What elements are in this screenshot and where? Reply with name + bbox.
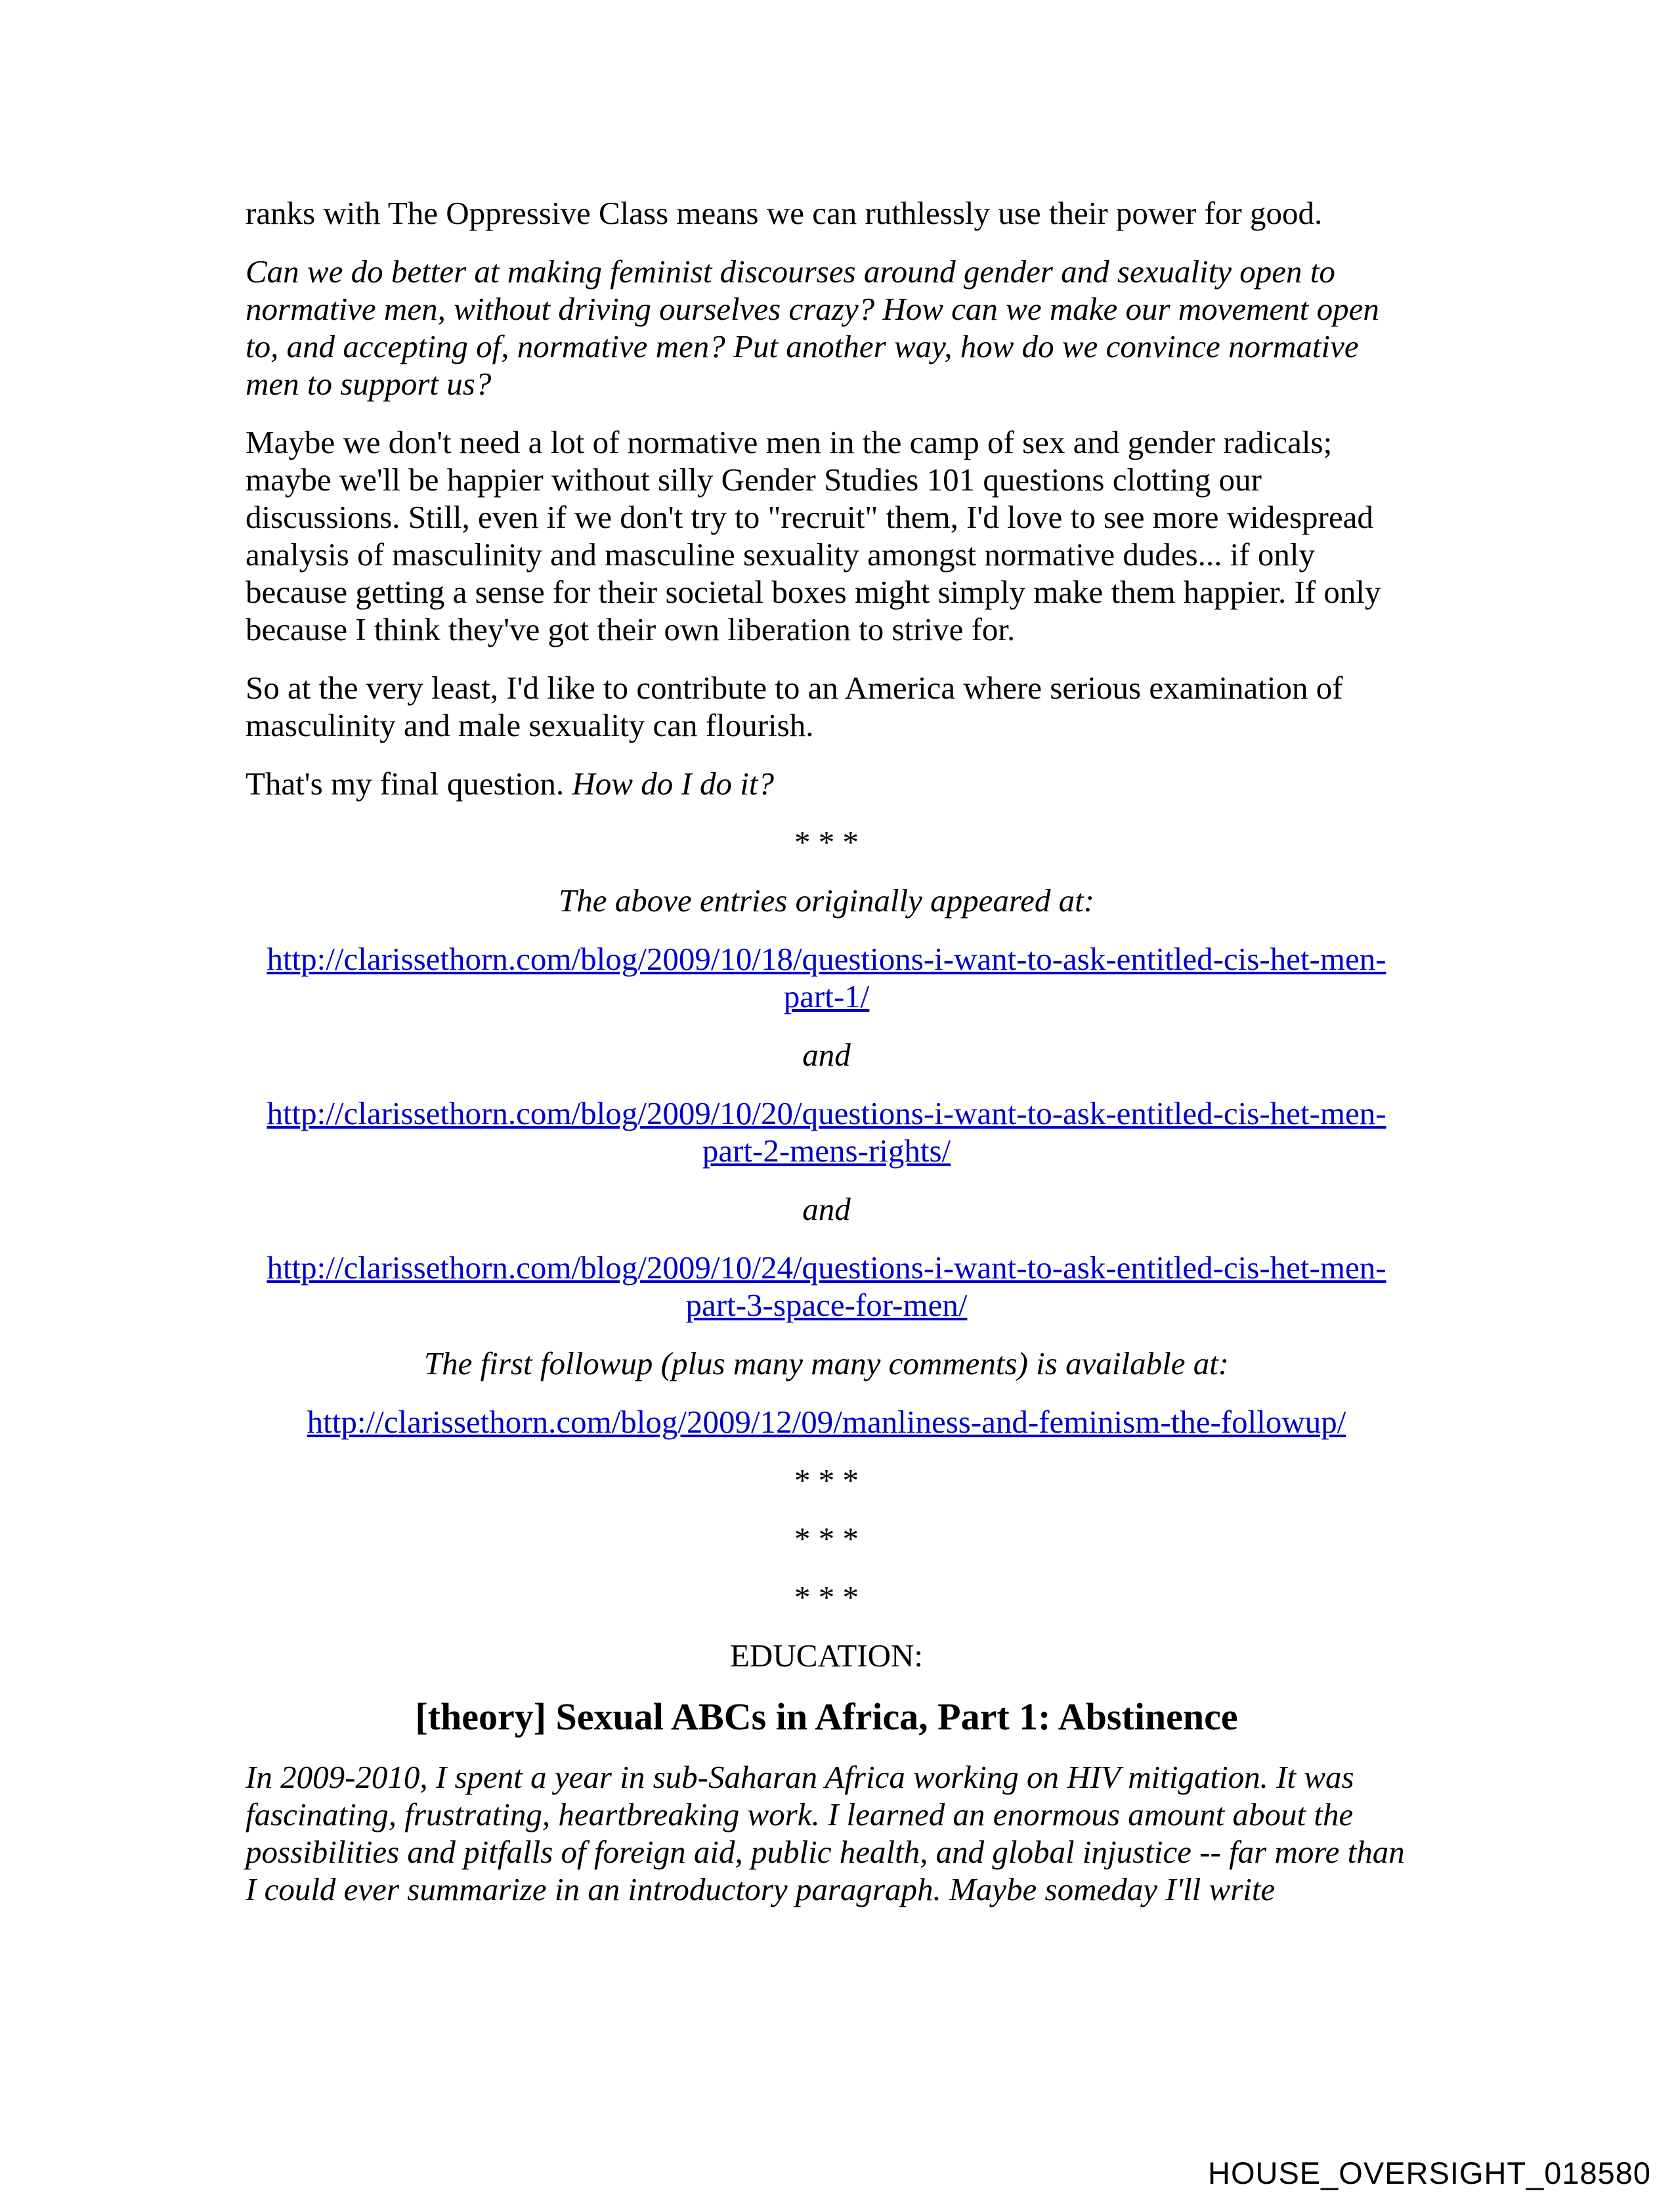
source-link-3-line-1[interactable]: http://clarissethorn.com/blog/2009/10/24/questions-i-want-to-ask-entitled-cis-het-men-	[267, 1249, 1386, 1286]
paragraph-3: Maybe we don't need a lot of normative men in the camp of sex and gender radicals; maybe we'll be happier without silly Gender Studies 101 questions clotting our discussions. Still, even if we don't try to "recruit" them, I'd love to see more widespread analysis of masculinity and masculine sexuality amongst normative dudes... if only because getting a sense for their societal boxes might simply make them happier. If only because I think they've got their own liberation to strive for.	[246, 424, 1381, 647]
paragraph-5	[246, 765, 1407, 802]
paragraph-4: So at the very least, I'd like to contribute to an America where serious examination of masculinity and male sexuality can flourish.	[246, 670, 1343, 743]
followup-intro: The first followup (plus many many comments) is available at:	[423, 1345, 1230, 1381]
source-link-2-line-1[interactable]: http://clarissethorn.com/blog/2009/10/20/questions-i-want-to-ask-entitled-cis-het-men-	[267, 1095, 1386, 1131]
source-link-1	[246, 940, 1407, 1015]
followup-link[interactable]: http://clarissethorn.com/blog/2009/12/09/manliness-and-feminism-the-followup/	[307, 1404, 1346, 1440]
followup-link-line	[246, 1403, 1407, 1441]
and-connector-2: and	[802, 1191, 851, 1227]
source-link-2	[246, 1095, 1407, 1169]
section-label: EDUCATION:	[730, 1637, 923, 1674]
document-page	[246, 194, 1407, 1929]
intro-paragraph: In 2009-2010, I spent a year in sub-Saharan Africa working on HIV mitigation. It was fascinating, frustrating, heartbreaking work. I learned an enormous amount about the possibilities and pitfalls of foreign aid, public health, and global injustice -- far more than I could ever summarize in an introductory paragraph. Maybe someday I'll write	[246, 1759, 1405, 1907]
source-link-2-line-2[interactable]: part-2-mens-rights/	[702, 1133, 951, 1169]
sources-intro: The above entries originally appeared at:	[558, 882, 1095, 919]
separator-2: * * *	[794, 1462, 859, 1498]
source-link-1-line-1[interactable]: http://clarissethorn.com/blog/2009/10/18/questions-i-want-to-ask-entitled-cis-het-men-	[267, 941, 1386, 977]
source-link-1-line-2[interactable]: part-1/	[783, 978, 870, 1014]
paragraph-5-question: How do I do it?	[572, 766, 775, 802]
bates-stamp: HOUSE_OVERSIGHT_018580	[1208, 2156, 1652, 2190]
paragraph-5-text: That's my final question.	[246, 766, 572, 802]
section-heading: [theory] Sexual ABCs in Africa, Part 1: Abstinence	[415, 1695, 1238, 1738]
separator-3: * * *	[794, 1521, 859, 1557]
source-link-3	[246, 1249, 1407, 1324]
paragraph-2-question: Can we do better at making feminist discourses around gender and sexuality open to normative men, without driving ourselves crazy? How can we make our movement open to, and accepting of, normative men? Put another way, how do we convince normative men to support us?	[246, 253, 1379, 402]
source-link-3-line-2[interactable]: part-3-space-for-men/	[685, 1287, 968, 1323]
paragraph-1: ranks with The Oppressive Class means we can ruthlessly use their power for good.	[246, 195, 1323, 231]
and-connector-1: and	[802, 1037, 851, 1073]
separator-4: * * *	[794, 1579, 859, 1615]
separator-1: * * *	[794, 824, 859, 860]
